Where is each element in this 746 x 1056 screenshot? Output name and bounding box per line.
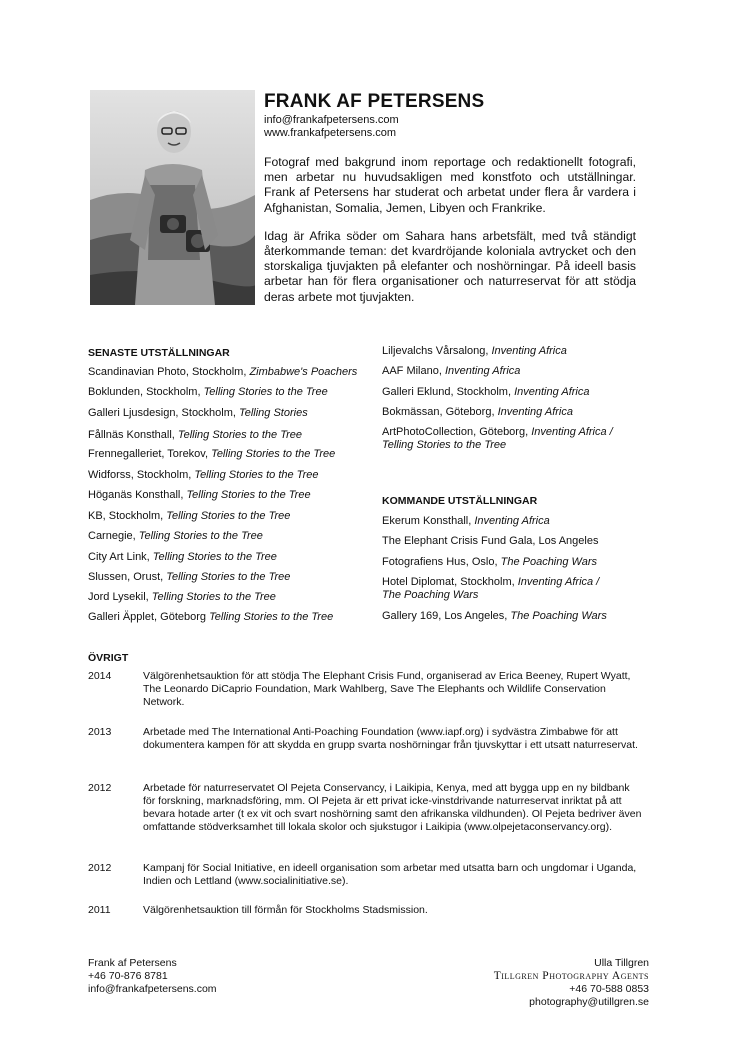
list-item: Fållnäs Konsthall, Telling Stories to the Tree [88, 429, 303, 441]
entry-text: Välgörenhetsauktion till förmån för Stockholms Stadsmission. [143, 904, 428, 916]
section-title-recent: SENASTE UTSTÄLLNINGAR [88, 347, 230, 359]
list-item: Galleri Äpplet, Göteborg Telling Stories to the Tree [88, 611, 334, 623]
entry-year: 2014 [88, 670, 112, 682]
list-item: Boklunden, Stockholm, Telling Stories to the Tree [88, 386, 328, 398]
footer-agent-name: Ulla Tillgren [594, 957, 649, 969]
contact-block [264, 114, 399, 140]
entry-year: 2013 [88, 726, 112, 738]
entry-text: Välgörenhetsauktion för att stödja The Elephant Crisis Fund, organiserad av Erica Beeney, Rupert Wyatt, The Leonardo DiCaprio Foundation, Mark Wahlberg, Save The Elephants och Wildlife Conservation Network. [143, 670, 631, 708]
list-item: AAF Milano, Inventing Africa [382, 365, 521, 377]
bio-paragraph: Fotograf med bakgrund inom reportage och redaktionellt fotografi, men arbetar nu huvudsakligen med konstfoto och utställningar. Frank af Petersens har studerat och arbetat under flera år vardera i Afghanistan, Somalia, Jemen, Libyen och Frankrike. [264, 155, 636, 215]
portrait-photo [90, 90, 255, 305]
contact-website[interactable]: www.frankafpetersens.com [264, 127, 397, 139]
page-title: FRANK AF PETERSENS [264, 91, 485, 112]
list-item: Liljevalchs Vårsalong, Inventing Africa [382, 345, 567, 357]
list-item: Jord Lysekil, Telling Stories to the Tree [88, 591, 276, 603]
footer-agent-phone[interactable]: +46 70-588 0853 [569, 983, 649, 995]
entry-text: Arbetade för naturreservatet Ol Pejeta Conservancy, i Laikipia, Kenya, med att bygga upp en ny bildbank för forskning, marknadsföring, mm. Ol Pejeta är ett privat icke-vinstdrivande naturreservat inriktat på att bevara hotade arter (t ex vit och svart noshörning samt den afrikanska vildhunden). Ol Pejeta bedriver även omfattande stödverksamhet till lokala skolor och sjukstugor i Laikipia (www.olpejetaconservancy.org). [143, 782, 642, 833]
portrait-illustration [90, 90, 255, 305]
contact-email[interactable]: info@frankafpetersens.com [264, 114, 399, 126]
entry-text: Kampanj för Social Initiative, en ideell organisation som arbetar med utsatta barn och ungdomar i Uganda, Indien och Lettland (www.socialinitiative.se). [143, 862, 637, 887]
footer-name: Frank af Petersens [88, 957, 177, 969]
entry-year: 2012 [88, 862, 112, 874]
footer-email[interactable]: info@frankafpetersens.com [88, 983, 217, 995]
footer-contact-photographer [88, 957, 217, 996]
list-item: Widforss, Stockholm, Telling Stories to the Tree [88, 469, 319, 481]
footer-agency-name: Tillgren Photography Agents [493, 970, 649, 982]
list-item: City Art Link, Telling Stories to the Tree [88, 551, 277, 563]
biography [264, 155, 636, 318]
footer-phone[interactable]: +46 70-876 8781 [88, 970, 168, 982]
list-item: Scandinavian Photo, Stockholm, Zimbabwe's Poachers [88, 366, 358, 378]
entry-text: Arbetade med The International Anti-Poaching Foundation (www.iapf.org) i sydvästra Zimbabwe för att dokumentera kampen för att skydda en grupp svarta noshörningar från tjuvskyttar i ett utsatt naturreservat. [143, 726, 638, 751]
list-item: Galleri Eklund, Stockholm, Inventing Africa [382, 386, 590, 398]
list-item: Höganäs Konsthall, Telling Stories to the Tree [88, 489, 311, 501]
entry-year: 2012 [88, 782, 112, 794]
list-item: Fotografiens Hus, Oslo, The Poaching Wars [382, 556, 598, 568]
list-item: The Elephant Crisis Fund Gala, Los Angeles [382, 535, 599, 547]
footer-contact-agent [494, 957, 649, 1009]
entry-year: 2011 [88, 904, 111, 916]
list-item: Hotel Diplomat, Stockholm, Inventing Africa / The Poaching Wars [382, 576, 600, 601]
list-item: Galleri Ljusdesign, Stockholm, Telling Stories [88, 407, 308, 419]
footer-agent-email[interactable]: photography@utillgren.se [529, 996, 649, 1008]
section-title-upcoming: KOMMANDE UTSTÄLLNINGAR [382, 495, 538, 507]
section-title-other: ÖVRIGT [88, 652, 129, 664]
list-item: Gallery 169, Los Angeles, The Poaching Wars [382, 610, 607, 622]
list-item: Ekerum Konsthall, Inventing Africa [382, 515, 550, 527]
list-item: ArtPhotoCollection, Göteborg, Inventing Africa / Telling Stories to the Tree [382, 426, 613, 451]
list-item: KB, Stockholm, Telling Stories to the Tree [88, 510, 291, 522]
list-item: Slussen, Orust, Telling Stories to the Tree [88, 571, 291, 583]
list-item: Frennegalleriet, Torekov, Telling Stories to the Tree [88, 448, 336, 460]
bio-paragraph: Idag är Afrika söder om Sahara hans arbetsfält, med två ständigt återkommande teman: det kvardröjande koloniala avtrycket och den storskaliga tjuvjakten på elefanter och noshörningar. På ideell basis arbetar han för flera organisationer och naturreservat för att stödja deras arbete mot tjuvjakten. [264, 228, 636, 304]
list-item: Bokmässan, Göteborg, Inventing Africa [382, 406, 573, 418]
list-item: Carnegie, Telling Stories to the Tree [88, 530, 263, 542]
